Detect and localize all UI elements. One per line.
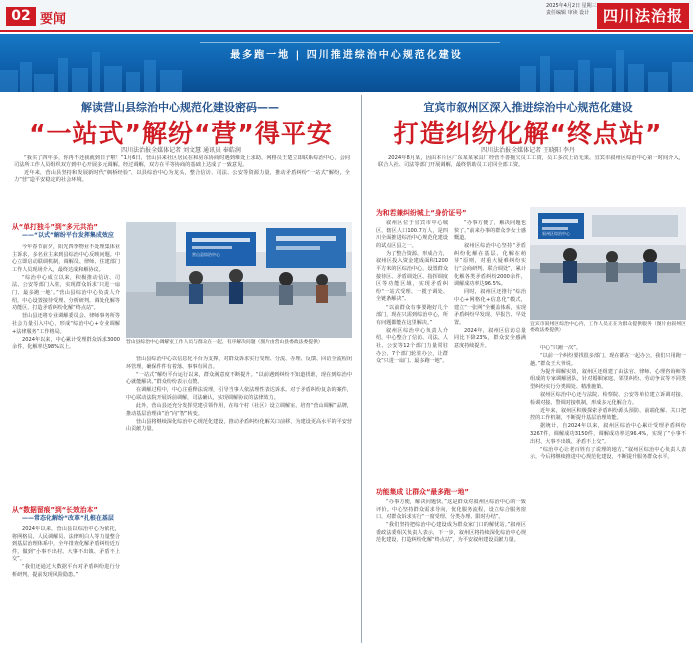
paragraph: 中心“只跑一次”。: [540, 345, 581, 351]
right-photo-caption: 宜宾市叙州区综治中心内，工作人员正在为群众提供服务（图片由叙州区委政法委提供）: [530, 322, 686, 334]
banner-kicker: 最多跑一地 | 四川推进综治中心规范化建设: [230, 50, 463, 61]
paragraph: 叙州区综治中心负责人介绍，中心整合了信访、司法、人社、公安等12个部门力量常驻办公，7个部门轮驻办公，让群众“只进一扇门、最多跑一地”。: [376, 327, 448, 365]
paragraph: “以前群众有事要跑好几个部门，现在只需到综治中心，所有问题都能在这里解决。”: [376, 304, 448, 326]
service-counter-photo: [530, 207, 686, 320]
right-subhead-1: 为和若兼纠纷城上“身价证号”: [376, 209, 467, 217]
paragraph: 叙州区综治中心还与法院、检察院、公安等单位建立诉调对接、检调对接、警调对接机制，形成多元化解合力。: [530, 392, 686, 406]
left-subhead-2: 从“数据留痕”到“长效治本”: [12, 506, 98, 514]
left-column-1: [12, 244, 120, 500]
paragraph: 2024年以来，营山县以综治中心为依托，将网格员、人民调解员、法律明白人等力量整合到基层治理体系中，全年排查化解矛盾纠纷近万件，做到“小事不出村、大事不出镇、矛盾不上交”。: [12, 526, 120, 563]
photo-sign: 营山县综治中心: [192, 252, 220, 257]
paragraph: “综治中心成立以来，积极推动信访、司法、公安等部门入驻，实现群众诉求‘只进一扇门、最多跑一地’。”营山县综治中心负责人介绍，中心设置接待受理、分析研判、调处化解等功能区，打造矛盾纠纷化解“终点站”。: [12, 274, 120, 312]
left-sup-title: 解读营山县综治中心规范化建设密码——: [81, 101, 279, 114]
left-byline: 四川法治报全媒体记者 刘文慧 通讯员 奉皓润: [121, 147, 241, 154]
brand-logo: 四川法治报: [597, 3, 689, 29]
paragraph: 为了整合资源、形成合力，叙州区投入资金建成面积1200平方米的区综治中心，设置群众接待区、矛盾调处区、指挥调度区等功能区域，实现矛盾纠纷“一站式受理、一揽子调处、全链条解决”。: [376, 250, 448, 303]
right-column-2: [454, 220, 526, 480]
service-hall-photo: [126, 222, 352, 338]
right-lede: [378, 155, 684, 200]
paragraph: 营山县综治中心以信息化平台为支撑，对群众诉求实行受理、分流、办理、反馈、回访全流程闭环管理，确保件件有着落、事事有回音。: [126, 356, 352, 370]
paragraph: 为提升调解实效，叙州区还组建了由法官、律师、心理咨询师等组成的专家调解团队，针对婚姻家庭、邻里纠纷、劳动争议等不同类型纠纷实行分类调处、精准施策。: [530, 368, 686, 390]
date-box: [546, 3, 597, 17]
left-photo-caption: 营山县综治中心调解室工作人员与群众在一起，有序解决问题（图片由营山县委政法委提供）: [126, 340, 323, 345]
lede-paragraph: 2024年8月某，因由本片区广东某某家具厂经营不善拖欠员工工资，员工多次上访无果。宜宾市叙州区综治中心第一时间介入，联合人社、司法等部门开展调解，最终帮助员工讨回全部工资。: [378, 155, 684, 169]
right-headline: 打造纠纷化解“终点站”: [393, 119, 663, 148]
paragraph: “以前一个纠纷要找很多部门，现在都在一起办公，我们只用跑一趟。”群众王大爷说。: [530, 353, 686, 367]
left-column-2: [126, 356, 352, 642]
paragraph: 在调解过程中，中心注重释法说理，引导当事人依法理性表达诉求。对于矛盾纠纷复杂的案件，中心联动法院开展诉前调解，司法确认，实现调解协议的法律效力。: [126, 387, 352, 401]
banner-rule: [200, 42, 500, 43]
left-subhead-1b: ——“以式”解纷平台发挥集成效应: [22, 232, 114, 239]
lede-paragraph: 近年来，营山县坚持和发展新时代“枫桥经验”，以县综治中心为龙头，整合信访、司法、公安等资源力量，推动矛盾纠纷“一站式”解纷，全力“营”造平安稳定的社会环境。: [14, 169, 350, 184]
paragraph: 此外，营山县还充分发挥党建引领作用，在每个村（社区）设立调解室，培育“营山调解”品牌，推动基层治理由“治”向“智”转变。: [126, 403, 352, 417]
right-sup-title: 宜宾市叙州区深入推进综治中心规范化建设: [423, 101, 633, 114]
paragraph: “我们还通过大数据平台对矛盾纠纷进行分析研判，提前发现风险隐患。”: [12, 564, 120, 579]
paragraph: “办事方便，解决问题快。”这是群众对叙州区综治中心的一致评价。中心坚持群众需求导向，优化服务流程，设立综合服务窗口，对群众诉求实行“一窗受理、分类办理、限时办结”。: [376, 499, 526, 521]
left-subhead-1: 从“单打独斗”到“多元共治”: [12, 223, 98, 231]
right-subhead-2: 功能集成 让群众“最多跑一地”: [376, 488, 469, 496]
left-photo: [126, 222, 352, 338]
page-number: 02: [6, 7, 36, 26]
paragraph: 近年来，叙州区积极探索矛盾纠纷源头预防、前端化解、关口把控的工作机制，不断提升基层治理效能。: [530, 407, 686, 422]
paragraph: “综治中心让老百姓有了说理的地方。”叙州区综治中心负责人表示，今后将继续推进中心规范化建设，不断提升服务群众水平。: [530, 446, 686, 461]
paragraph: 同时，叙州区还推行“综治中心+网格化+信息化”模式，建立“一张网”全覆盖体系，实现矛盾纠纷早发现、早报告、早处置。: [454, 289, 526, 326]
paragraph: 今年春节前夕，阳光四季物业不处理集体业主诉求，多名业主来到县综治中心反映问题。中心立即启动联调机制，调解员、律师、住建部门工作人员现场介入，最终达成和解协议。: [12, 244, 120, 273]
paragraph: 营山县还将专业调解委员会、律师事务所等社会力量引入中心，形成“综治中心+专业调解+法律服务”工作格局。: [12, 313, 120, 335]
masthead: [0, 0, 693, 32]
paragraph: 叙州区位于宜宾市中心城区，辖区人口100.7万人，是四川全面推进综治中心规范化建设的试点区县之一。: [376, 220, 448, 249]
paragraph: 2024年以来，中心累计受理群众诉求3000余件，化解率达98%以上。: [12, 336, 120, 351]
right-photo: [530, 207, 686, 320]
left-headline: “一站式”解纷“营”得平安: [29, 119, 333, 148]
photo-sign: 叙州区综治中心: [542, 231, 570, 236]
paragraph: “一站式”解纷平台运行以来，群众满意度不断提升。“以前遇到纠纷不知道找谁，现在到综治中心就能解决。”群众纷纷表示点赞。: [126, 371, 352, 386]
right-column-3: [376, 499, 526, 642]
right-byline: 四川法治报全媒体记者 王晓阳 李丹: [481, 147, 575, 154]
section-name: 要闻: [40, 12, 67, 27]
banner: [0, 34, 693, 92]
paragraph: 叙州区综治中心坚持“矛盾纠纷化解在基层、化解在萌芽”原则，对重大疑难纠纷实行“会商研判、联合调处”，累计化解各类矛盾纠纷2000余件，调解成功率达96.5%。: [454, 243, 526, 288]
paragraph: 据统计，自2024年以来，叙州区综治中心累计受理矛盾纠纷3267件，调解成功3150件，调解成功率达96.4%，实现了“小事不出村、大事不出镇、矛盾不上交”。: [530, 423, 686, 445]
right-column-1: [376, 220, 448, 480]
right-column-4: [530, 345, 686, 642]
column-divider: [361, 95, 362, 643]
date-line: 2025年4月2日 星期三: [546, 3, 597, 9]
left-lede: [14, 155, 350, 215]
editor-line: 责任编辑 审读 设计: [546, 10, 590, 16]
paragraph: “办事方便了，解决问题也快了。”前来办事的群众李女士感慨道。: [454, 220, 526, 242]
left-subhead-2b: ——常态化解纷“改革”扎根在基层: [22, 515, 114, 522]
paragraph: 2024年，叙州区信访总量同比下降23%，群众安全感满意度持续提升。: [454, 327, 526, 349]
paragraph: “我们坚持把综治中心建设成为群众家门口的解忧站。”叙州区委政法委相关负责人表示，下一步，叙州区将持续深化综治中心规范化建设，打造纠纷化解“终点站”，为平安叙州建设贡献力量。: [376, 522, 526, 544]
lede-paragraph: “我买了四年多，你再不还我就到日子啦！”1月6日，营山县来社区居民在和房东协商时遇到难处上求助，网格员王楚立即联系综治中心，会同司法所工作人员组织双方到中心开展多元调解。经过调解，双方在平等协商的基础上达成了一致意见。: [14, 155, 350, 169]
paragraph: 营山县将继续深化综治中心规范化建设，推动矛盾纠纷化解关口前移，为建设更高水平的平安营山贡献力量。: [126, 418, 352, 433]
left-column-1b: [12, 526, 120, 642]
